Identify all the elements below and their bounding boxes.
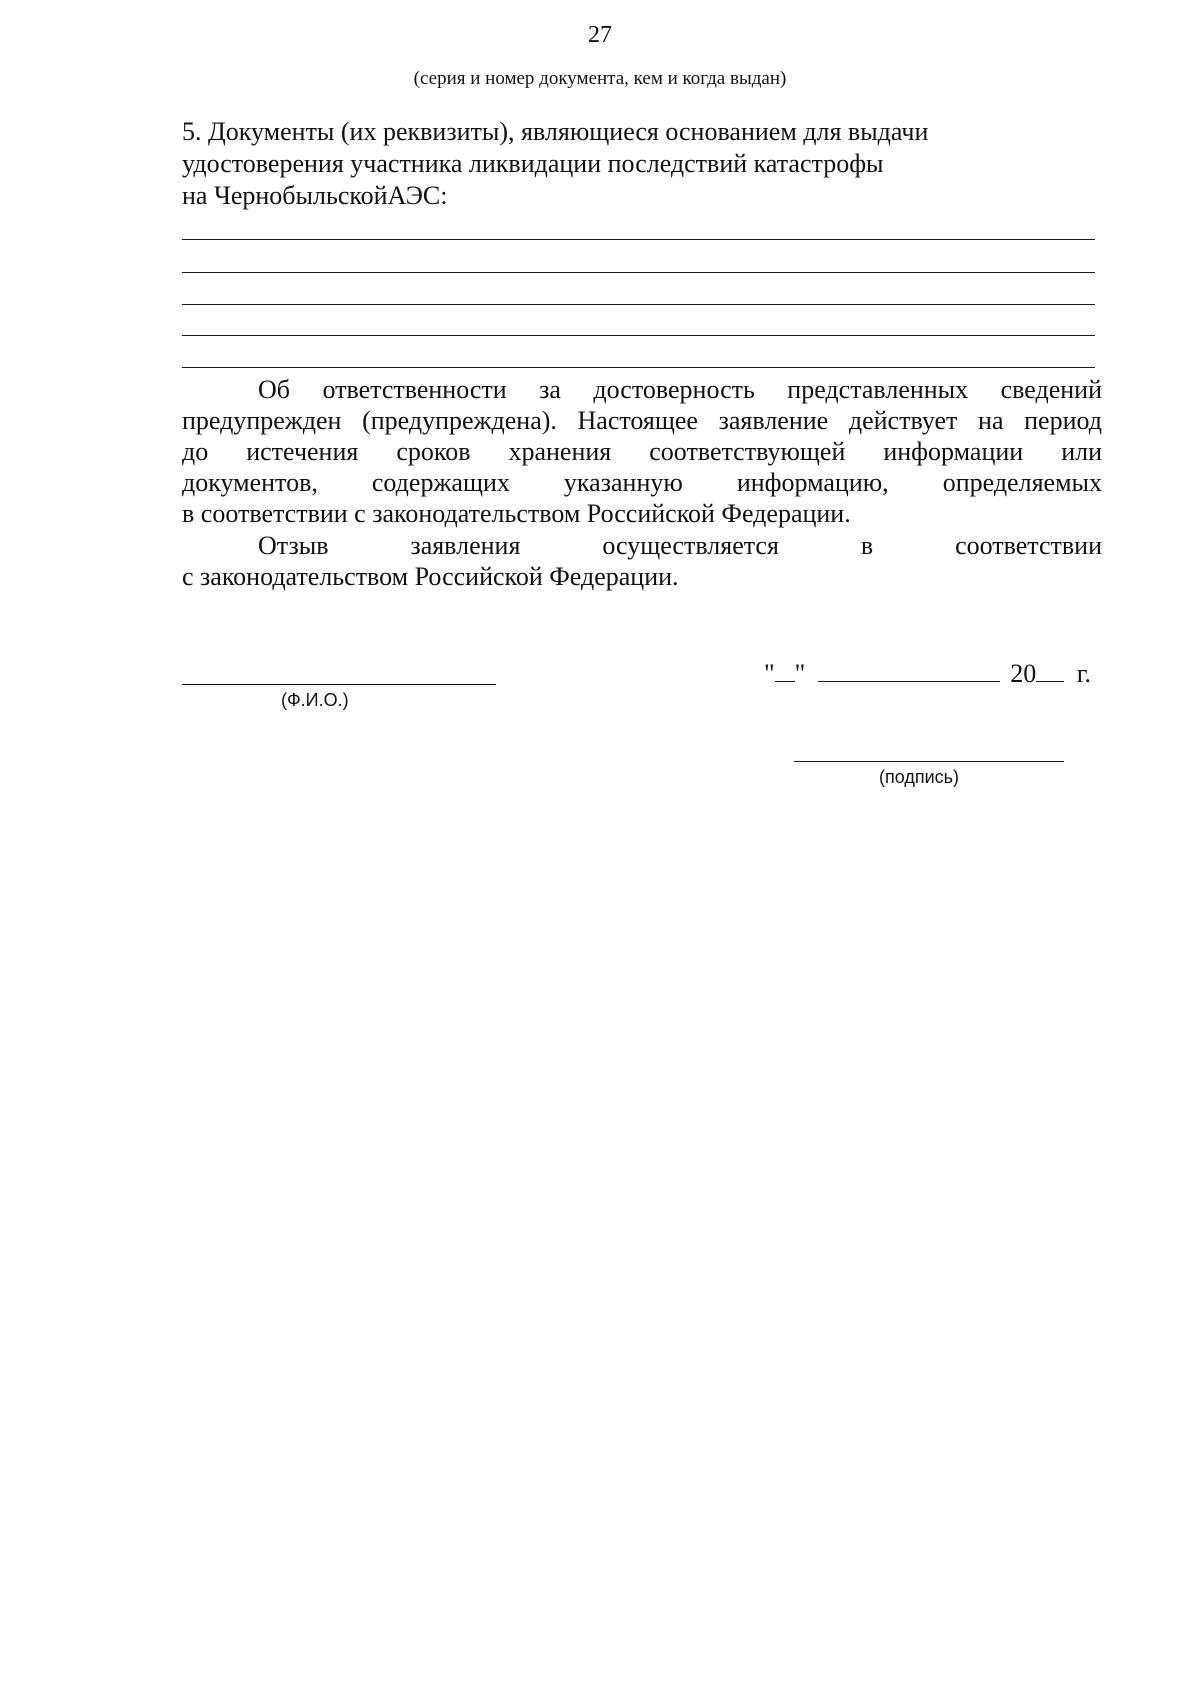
page-number: 27 <box>588 22 612 48</box>
date-field <box>764 659 1091 689</box>
section-5-heading <box>182 116 1102 212</box>
section-5-line: на ЧернобыльскойАЭС: <box>182 181 448 210</box>
fill-in-line <box>182 367 1095 368</box>
year-blank <box>1036 659 1064 682</box>
responsibility-paragraph <box>182 374 1102 529</box>
signature-line <box>794 761 1064 762</box>
paragraph-line: Об ответственности за достоверность представленных сведений <box>258 375 1102 404</box>
date-open-quote: " <box>764 659 775 688</box>
revocation-paragraph <box>182 530 1102 592</box>
fill-in-line <box>182 335 1095 336</box>
section-5-line: 5. Документы (их реквизиты), являющиеся основанием для выдачи <box>182 117 929 146</box>
fill-in-line <box>182 304 1095 305</box>
fill-in-line <box>182 272 1095 273</box>
paragraph-line: Отзыв заявления осуществляется в соответствии <box>258 531 1102 560</box>
fio-caption: (Ф.И.О.) <box>281 690 349 710</box>
day-blank <box>775 659 795 682</box>
fio-line <box>182 684 496 685</box>
document-details-caption: (серия и номер документа, кем и когда выдан) <box>413 68 787 89</box>
paragraph-line: с законодательством Российской Федерации. <box>182 562 679 591</box>
signature-caption: (подпись) <box>879 767 960 787</box>
section-5-line: удостоверения участника ликвидации последствий катастрофы <box>182 149 884 178</box>
paragraph-line: документов, содержащих указанную информацию, определяемых <box>182 468 1102 497</box>
month-blank <box>818 659 1000 682</box>
fill-in-line <box>182 239 1095 240</box>
paragraph-line: до истечения сроков хранения соответствующей информации или <box>182 437 1102 466</box>
year-suffix: г. <box>1076 659 1091 688</box>
date-close-quote: " <box>794 659 806 688</box>
paragraph-line: предупрежден (предупреждена). Настоящее заявление действует на период <box>182 406 1102 435</box>
year-prefix: 20 <box>1010 659 1037 688</box>
paragraph-line: в соответствии с законодательством Российской Федерации. <box>182 499 851 528</box>
